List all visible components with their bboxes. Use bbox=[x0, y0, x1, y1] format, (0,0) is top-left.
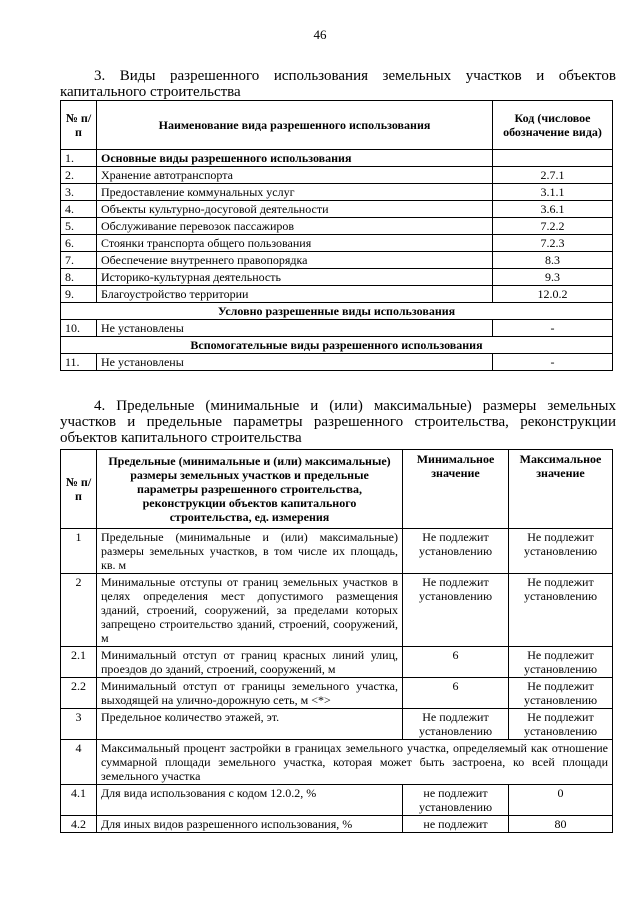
table-row bbox=[61, 252, 613, 269]
row-number: 8. bbox=[61, 269, 97, 286]
table-row bbox=[61, 269, 613, 286]
column-header-name: Наименование вида разрешенного использования bbox=[97, 101, 493, 150]
row-code: 7.2.3 bbox=[493, 235, 613, 252]
table-row bbox=[61, 740, 613, 785]
table-row bbox=[61, 235, 613, 252]
row-name: Не установлены bbox=[97, 354, 493, 371]
row-parameter: Минимальный отступ от границ красных линий улиц, проездов до зданий, строений, сооружений, м bbox=[97, 647, 403, 678]
table-row bbox=[61, 286, 613, 303]
row-name: Предоставление коммунальных услуг bbox=[97, 184, 493, 201]
row-number: 2.1 bbox=[61, 647, 97, 678]
row-parameter: Минимальные отступы от границ земельных участков в целях определения мест допустимого размещения зданий, строений, сооружений, за пределами которых запрещено строительство зданий, строений, сооружений, м bbox=[97, 574, 403, 647]
row-code bbox=[493, 150, 613, 167]
section-3-heading: 3. Виды разрешенного использования земельных участков и объектов капитального строительства bbox=[60, 68, 616, 100]
row-number: 1. bbox=[61, 150, 97, 167]
table-row bbox=[61, 816, 613, 833]
table-row bbox=[61, 201, 613, 218]
row-number: 4.1 bbox=[61, 785, 97, 816]
row-code: 8.3 bbox=[493, 252, 613, 269]
conditional-uses-subheader: Условно разрешенные виды использования bbox=[61, 303, 613, 320]
row-max: Не подлежит установлению bbox=[509, 529, 613, 574]
row-min: не подлежит установлению bbox=[403, 785, 509, 816]
row-min: Не подлежит установлению bbox=[403, 574, 509, 647]
row-name: Историко-культурная деятельность bbox=[97, 269, 493, 286]
row-code: 2.7.1 bbox=[493, 167, 613, 184]
parameters-table bbox=[60, 449, 613, 833]
row-name: Стоянки транспорта общего пользования bbox=[97, 235, 493, 252]
table-header-row bbox=[61, 101, 613, 150]
row-code: 3.1.1 bbox=[493, 184, 613, 201]
table-header-row bbox=[61, 450, 613, 529]
row-number: 10. bbox=[61, 320, 97, 337]
row-max: Не подлежит установлению bbox=[509, 678, 613, 709]
section-subheader-row bbox=[61, 303, 613, 320]
row-parameter: Для иных видов разрешенного использования, % bbox=[97, 816, 403, 833]
row-name: Благоустройство территории bbox=[97, 286, 493, 303]
table-row bbox=[61, 354, 613, 371]
row-name: Объекты культурно-досуговой деятельности bbox=[97, 201, 493, 218]
permitted-use-table bbox=[60, 100, 613, 371]
column-header-parameter: Предельные (минимальные и (или) максимальные) размеры земельных участков и предельные параметры разрешенного строительства, реконструкции объектов капитального строительства, ед. измерения bbox=[97, 450, 403, 529]
row-max: 80 bbox=[509, 816, 613, 833]
row-name: Обеспечение внутреннего правопорядка bbox=[97, 252, 493, 269]
table-row bbox=[61, 184, 613, 201]
table-row bbox=[61, 709, 613, 740]
row-number: 3 bbox=[61, 709, 97, 740]
column-header-min: Минимальное значение bbox=[403, 450, 509, 529]
row-parameter: Максимальный процент застройки в границах земельного участка, определяемый как отношение суммарной площади земельного участка, которая может быть застроена, ко всей площади земельного участка bbox=[97, 740, 613, 785]
row-code: 9.3 bbox=[493, 269, 613, 286]
row-name: Основные виды разрешенного использования bbox=[97, 150, 493, 167]
row-min: 6 bbox=[403, 678, 509, 709]
row-name: Не установлены bbox=[97, 320, 493, 337]
row-name: Хранение автотранспорта bbox=[97, 167, 493, 184]
row-name: Обслуживание перевозок пассажиров bbox=[97, 218, 493, 235]
page-number: 46 bbox=[313, 27, 327, 42]
table-row bbox=[61, 785, 613, 816]
column-header-number: № п/п bbox=[61, 450, 97, 529]
column-header-code: Код (числовое обозначение вида) bbox=[493, 101, 613, 150]
row-parameter: Предельные (минимальные и (или) максимальные) размеры земельных участков, в том числе их площадь, кв. м bbox=[97, 529, 403, 574]
row-code: - bbox=[493, 320, 613, 337]
row-number: 3. bbox=[61, 184, 97, 201]
table-row bbox=[61, 150, 613, 167]
table-row bbox=[61, 218, 613, 235]
row-parameter: Минимальный отступ от границы земельного участка, выходящей на улично-дорожную сеть, м <*> bbox=[97, 678, 403, 709]
row-number: 11. bbox=[61, 354, 97, 371]
row-number: 4.2 bbox=[61, 816, 97, 833]
row-min: 6 bbox=[403, 647, 509, 678]
table-row bbox=[61, 167, 613, 184]
section-subheader-row bbox=[61, 337, 613, 354]
row-code: 7.2.2 bbox=[493, 218, 613, 235]
row-code: 3.6.1 bbox=[493, 201, 613, 218]
row-number: 1 bbox=[61, 529, 97, 574]
table-row bbox=[61, 320, 613, 337]
row-max: Не подлежит установлению bbox=[509, 709, 613, 740]
row-code: - bbox=[493, 354, 613, 371]
row-number: 9. bbox=[61, 286, 97, 303]
row-number: 6. bbox=[61, 235, 97, 252]
row-number: 2 bbox=[61, 574, 97, 647]
row-number: 4 bbox=[61, 740, 97, 785]
row-number: 4. bbox=[61, 201, 97, 218]
row-number: 2. bbox=[61, 167, 97, 184]
row-max: Не подлежит установлению bbox=[509, 574, 613, 647]
row-min: не подлежит bbox=[403, 816, 509, 833]
auxiliary-uses-subheader: Вспомогательные виды разрешенного использования bbox=[61, 337, 613, 354]
row-number: 2.2 bbox=[61, 678, 97, 709]
table-row bbox=[61, 647, 613, 678]
row-number: 7. bbox=[61, 252, 97, 269]
row-code: 12.0.2 bbox=[493, 286, 613, 303]
row-min: Не подлежит установлению bbox=[403, 709, 509, 740]
row-min: Не подлежит установлению bbox=[403, 529, 509, 574]
row-max: Не подлежит установлению bbox=[509, 647, 613, 678]
table-row bbox=[61, 529, 613, 574]
table-row bbox=[61, 574, 613, 647]
row-max: 0 bbox=[509, 785, 613, 816]
row-parameter: Для вида использования с кодом 12.0.2, % bbox=[97, 785, 403, 816]
column-header-max: Максимальное значение bbox=[509, 450, 613, 529]
section-4-heading: 4. Предельные (минимальные и (или) максимальные) размеры земельных участков и предельные параметры разрешенного строительства, реконструкции объектов капитального строительства bbox=[60, 398, 616, 446]
column-header-number: № п/п bbox=[61, 101, 97, 150]
row-number: 5. bbox=[61, 218, 97, 235]
row-parameter: Предельное количество этажей, эт. bbox=[97, 709, 403, 740]
table-row bbox=[61, 678, 613, 709]
